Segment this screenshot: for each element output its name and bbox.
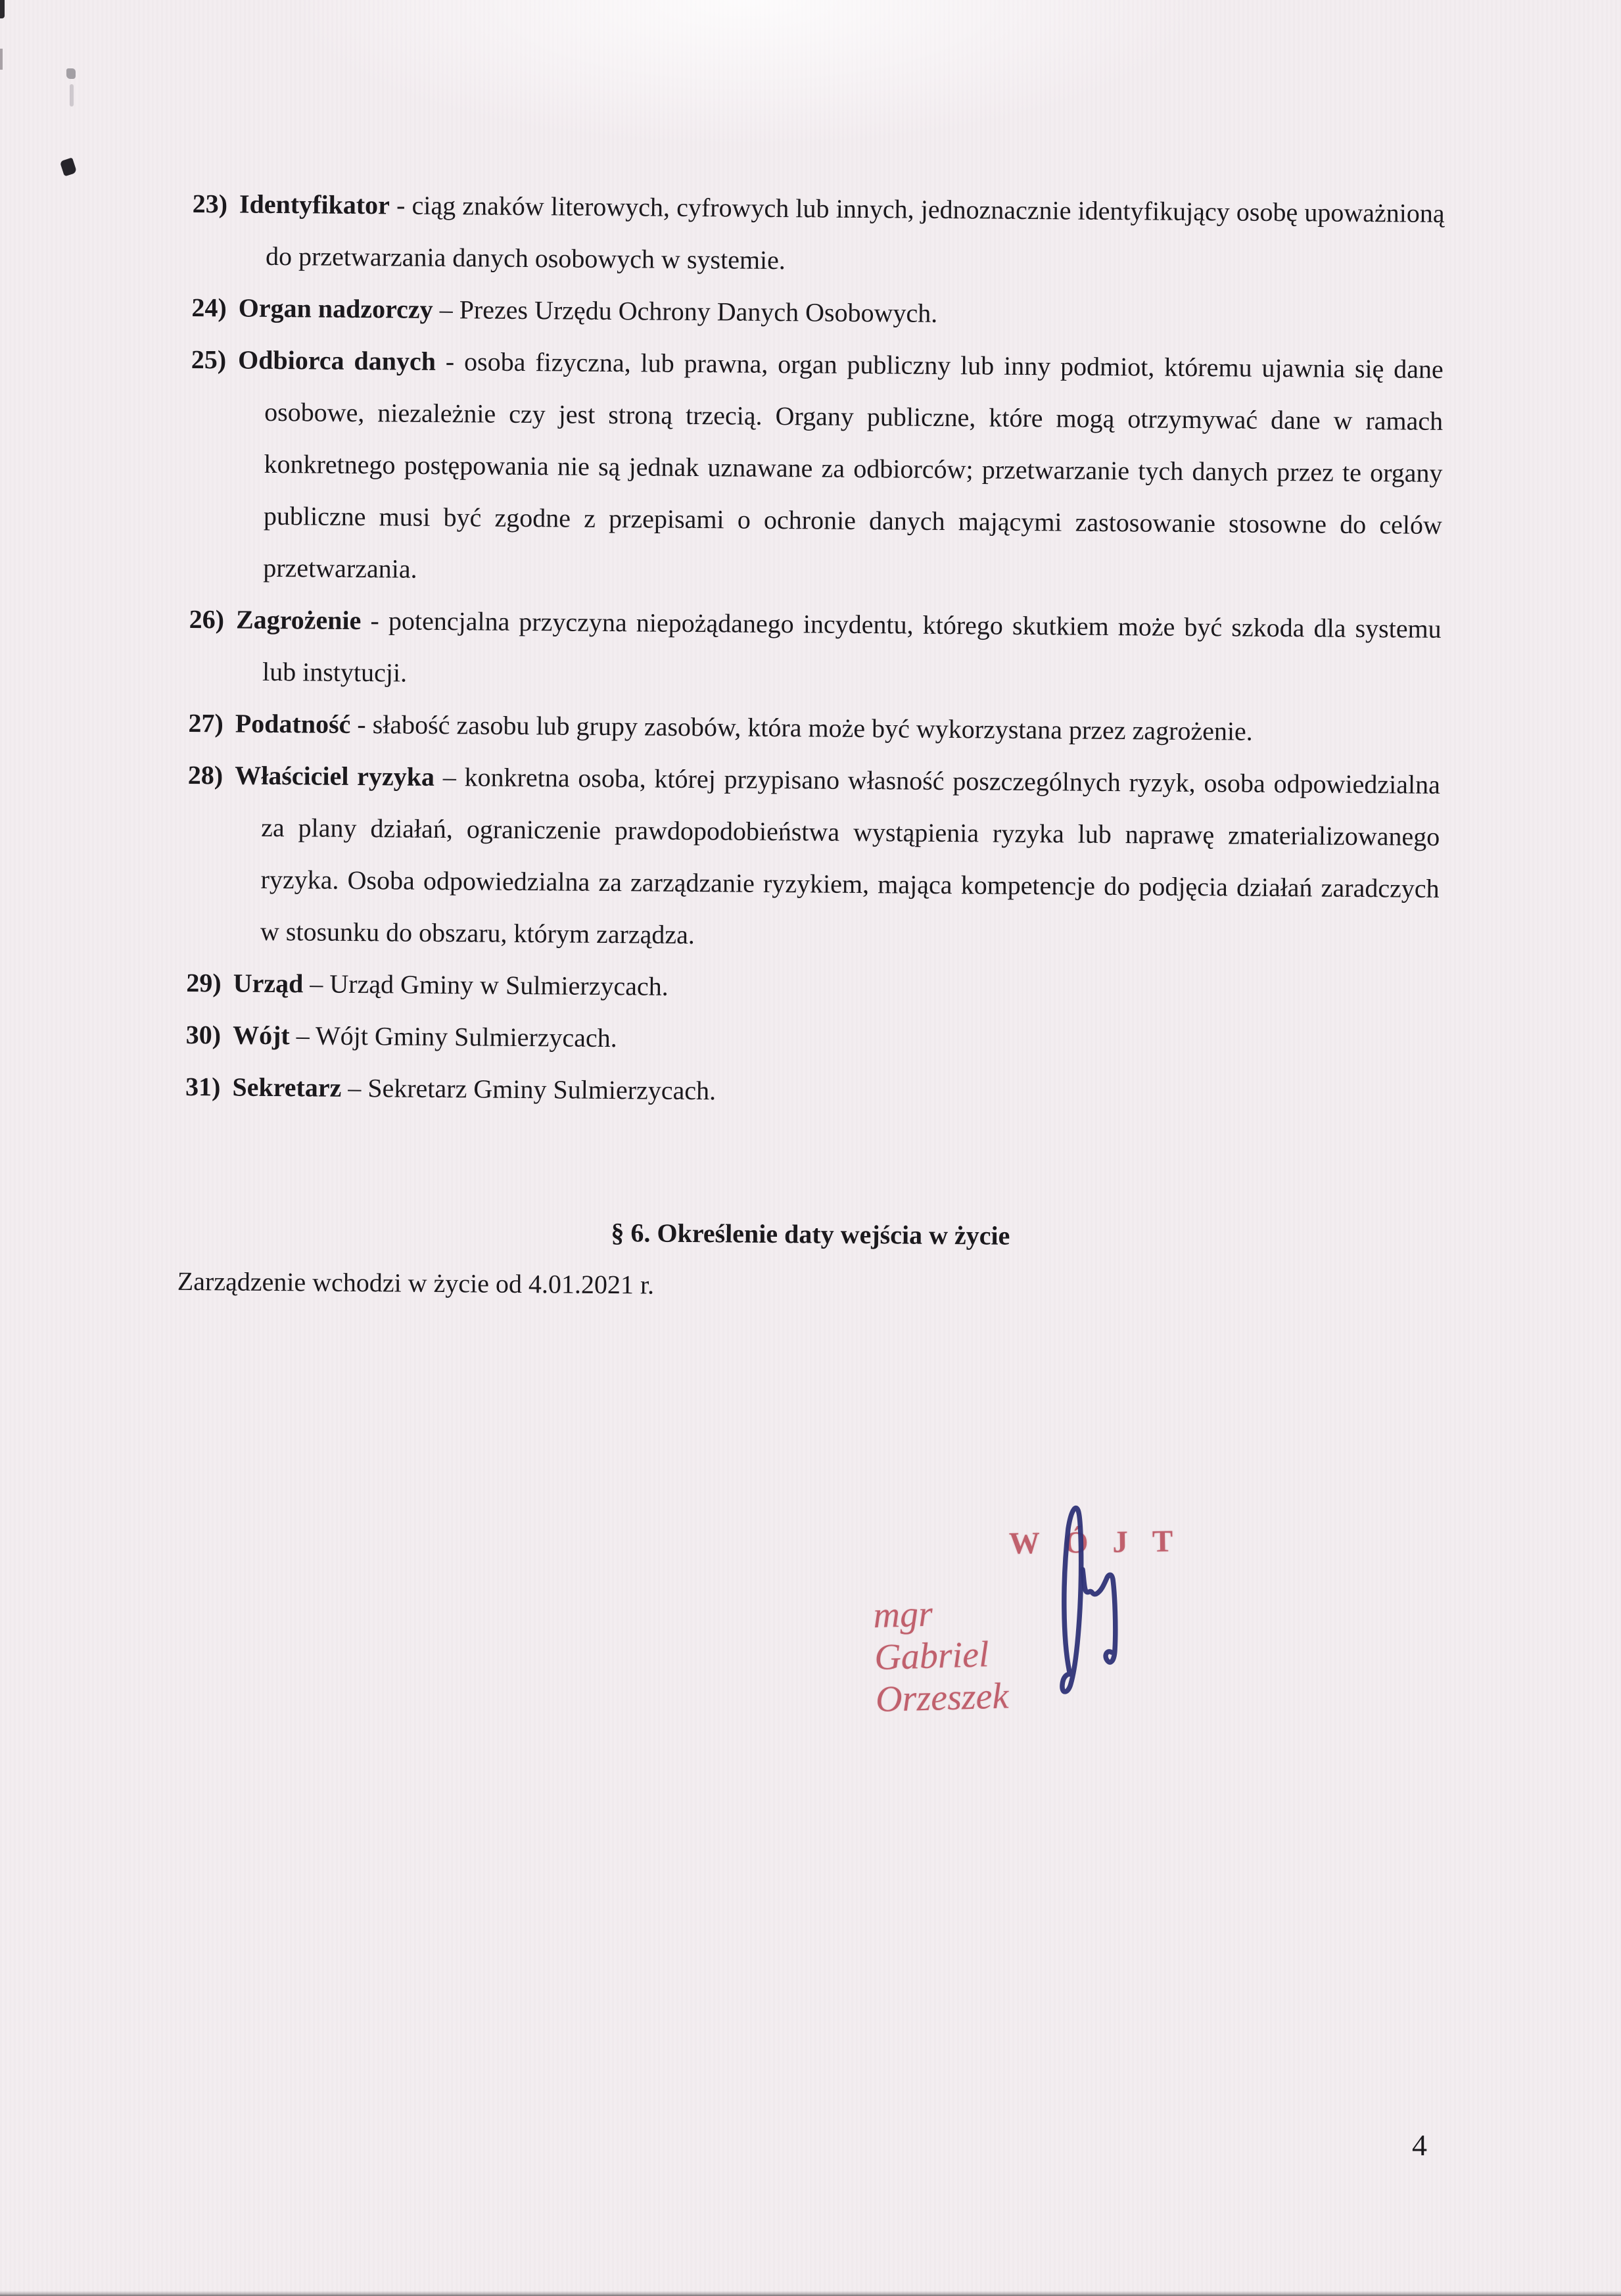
definition-item-28 — [187, 749, 1440, 967]
item-text: Urząd Gminy w Sulmierzycach. — [329, 969, 669, 1001]
item-term: Urząd — [233, 968, 304, 999]
item-separator: - — [350, 709, 373, 740]
definition-item-23 — [192, 178, 1445, 291]
item-separator: - — [361, 606, 389, 636]
definition-item-25 — [189, 333, 1444, 603]
item-term: Właściciel ryzyka — [235, 760, 435, 792]
item-separator: - — [389, 190, 412, 220]
item-text: Sekretarz Gminy Sulmierzycach. — [367, 1073, 717, 1106]
definition-item-24 — [191, 281, 1444, 343]
item-term: Podatność — [235, 708, 351, 739]
item-number: 30) — [185, 1019, 222, 1050]
definition-item-31 — [185, 1061, 1438, 1122]
item-number: 24) — [191, 292, 227, 323]
section-heading: § 6. Określenie daty wejścia w życie — [611, 1218, 1010, 1251]
item-term: Identyfikator — [239, 189, 390, 220]
definitions-list — [185, 178, 1445, 1122]
item-number: 25) — [191, 344, 227, 375]
item-text: konkretna osoba, której przypisano własność poszczególnych ryzyk, osoba odpowiedzialna za plany działań, ograniczenie prawdopodobieństwa wystąpienia ryzyka lub naprawę zmaterializowanego ryzyka. Osoba odpowiedzialna za zarządzanie ryzykiem, mająca kompetencje do podjęcia działań zaradczych w stosunku do obszaru, którym zarządza. — [260, 762, 1440, 950]
item-text: osoba fizyczna, lub prawna, organ publiczny lub inny podmiot, któremu ujawnia się dane osobowe, niezależnie czy jest stroną trzecią. Organy publiczne, które mogą otrzymywać dane w ramach konkretnego postępowania nie są jednak uznawane za odbiorców; przetwarzanie tych danych przez te organy publiczne musi być zgodne z przepisami o ochronie danych mającymi zastosowanie stosowne do celów przetwarzania. — [263, 347, 1444, 584]
page-number: 4 — [1412, 2128, 1427, 2162]
item-separator: – — [433, 294, 459, 325]
item-text: Prezes Urzędu Ochrony Danych Osobowych. — [459, 295, 938, 328]
item-number: 26) — [189, 604, 225, 634]
item-term: Sekretarz — [232, 1072, 342, 1103]
stamp-title: WÓJT — [1008, 1523, 1198, 1561]
definition-item-30 — [185, 1009, 1438, 1070]
definition-item-26 — [189, 593, 1442, 707]
smudge-mark — [66, 68, 76, 79]
item-number: 31) — [185, 1071, 221, 1102]
item-text: potencjalna przyczyna niepożądanego incydentu, którego skutkiem może być szkoda dla systemu lub instytucji. — [262, 606, 1442, 688]
definition-item-29 — [186, 957, 1439, 1018]
item-term: Wójt — [232, 1020, 290, 1051]
item-separator: – — [341, 1072, 368, 1103]
item-text: słabość zasobu lub grupy zasobów, która może być wykorzystana przez zagrożenie. — [372, 709, 1253, 746]
item-separator: – — [289, 1020, 316, 1051]
scan-bottom-edge — [0, 2291, 1621, 2296]
definition-item-27 — [188, 697, 1441, 759]
item-number: 29) — [186, 967, 222, 998]
document-body — [177, 178, 1445, 1317]
section-body-text: Zarządzenie wchodzi w życie od 4.01.2021 r. — [177, 1266, 655, 1300]
scan-edge-artifact — [0, 49, 3, 70]
item-separator: - — [435, 346, 465, 377]
item-number: 27) — [188, 707, 223, 738]
item-text: ciąg znaków literowych, cyfrowych lub innych, jednoznacznie identyfikujący osobę upoważnioną do przetwarzania danych osobowych w systemie. — [265, 190, 1445, 275]
item-term: Odbiorca danych — [237, 345, 436, 376]
smudge-mark — [70, 84, 74, 107]
stamp-signer-name: mgr Gabriel Orzeszek — [872, 1593, 1010, 1721]
item-separator: – — [303, 969, 330, 999]
smudge-mark — [60, 157, 77, 176]
signature-ink — [1055, 1502, 1134, 1700]
item-text: Wójt Gminy Sulmierzycach. — [315, 1020, 617, 1053]
item-term: Organ nadzorczy — [238, 293, 433, 324]
item-separator: – — [434, 761, 465, 792]
scan-edge-artifact — [0, 0, 5, 18]
item-number: 23) — [192, 188, 228, 219]
item-number: 28) — [187, 759, 223, 790]
item-term: Zagrożenie — [235, 604, 362, 636]
